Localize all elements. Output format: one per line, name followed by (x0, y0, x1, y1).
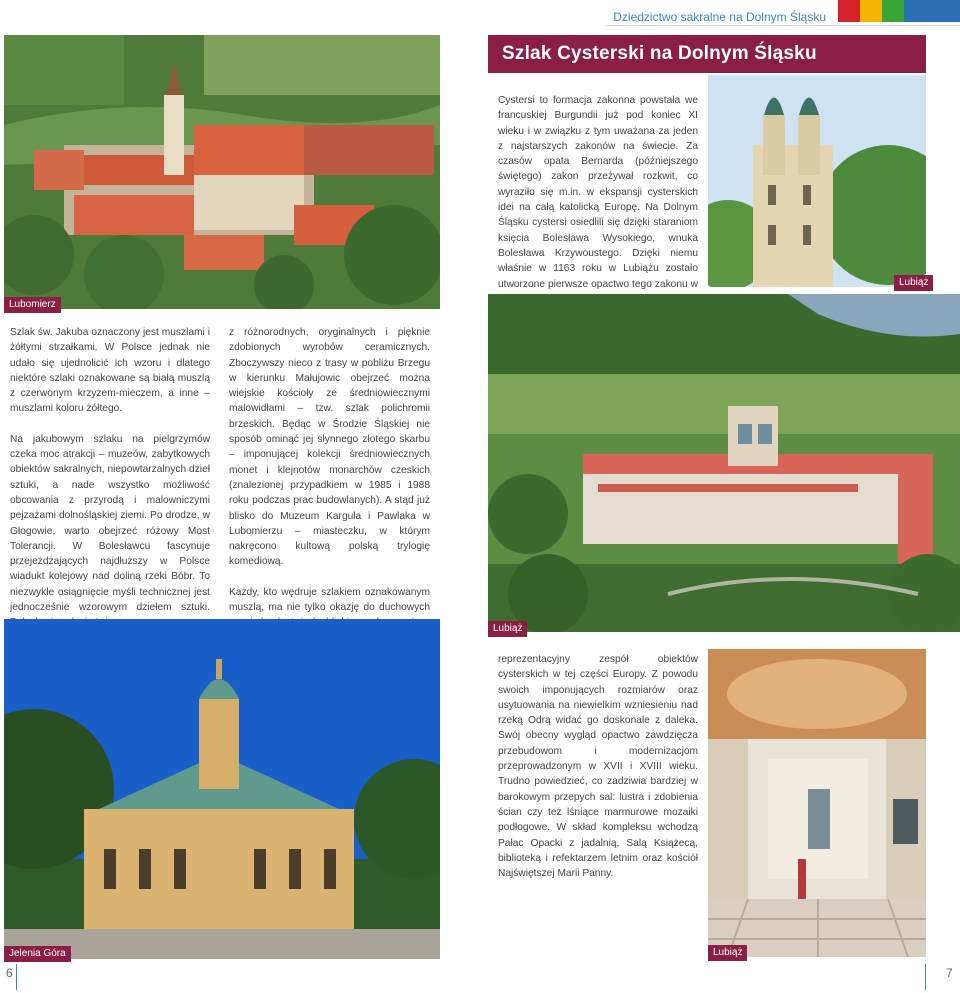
page-rule-right (925, 964, 926, 990)
running-header: Dziedzictwo sakralne na Dolnym Śląsku (613, 10, 826, 24)
photo-lubiaz-abbey-aerial (488, 294, 960, 632)
photo-lubiaz-towers (708, 75, 926, 287)
text-column-1 (10, 325, 210, 646)
page-number-right: 7 (946, 966, 953, 980)
caption-lubomierz: Lubomierz (4, 297, 61, 313)
header-rule (606, 25, 960, 26)
color-bar-blue (904, 0, 960, 22)
color-bar-green (882, 0, 904, 22)
col1-paragraph-1: Szlak św. Jakuba oznaczony jest muszlami i żółtymi strzałkami. W Polsce jednak nie udało się ujednolicić ich wzoru i dlatego niektóre szlaki oznakowane są białą muszlą z czerwonym krzyżem-mieczem, a inne – muszlami koloru żółtego. (10, 327, 210, 415)
col1-paragraph-2: Na jakubowym szlaku na pielgrzymów czeka moc atrakcji – muzeów, zabytkowych obiektów sakralnych, niepowtarzalnych dzieł sztuki, a nade wszystko możliwość obcowania z przyrodą i malowniczymi pejzażami dolnośląskiej ziemi. Po drodze, w Głogowie, warto obejrzeć różowy Most Tolerancji. W Bolesławcu fascynuje przejeżdżających najdłuższy w Polsce wiadukt kolejowy nad doliną rzeki Bóbr. To niezwykłe osiągnięcie myśli technicznej jest jednocześnie wzorowym dziełem sztuki. (10, 433, 210, 614)
col2-paragraph-2: Każdy, kto wędruje szlakiem oznakowanym muszlą, ma nie tylko okazję do duchowych (229, 586, 430, 614)
caption-jelenia-gora: Jelenia Góra (4, 946, 71, 962)
color-bar-yellow (860, 0, 882, 22)
header-color-bars (838, 0, 960, 22)
page-rule-left (16, 964, 17, 990)
intro-text: Cystersi to formacja zakonna powstała we francuskiej Burgundii już pod koniec XI wieku i w związku z tym uważana za jeden z najstarszych zakonów na świecie. Za czasów opata Bernarda (późniejszego świętego) zakon przeżywał rozkwit, co wyraziło się m.in. w ekspansji cysterskich idei na całą katolicką Europę. Na Dolnym Śląsku cystersi osiedlili się dzięki staraniom księcia Bolesława Wysokiego, wnuka Bolesława Krzywoustego. Dzięki niemu właśnie w 1163 roku w Lubiążu zostało utworzone pierwsze opactwo tego zakonu w (498, 95, 698, 290)
caption-lubiaz-bottom: Lubiąż (708, 945, 747, 961)
photo-jelenia-gora-church (4, 619, 440, 959)
section-banner: Szlak Cysterski na Dolnym Śląsku (488, 35, 926, 73)
caption-lubiaz-mid: Lubiąż (488, 621, 527, 637)
caption-lubiaz-top: Lubiąż (894, 275, 933, 291)
text-column-2 (229, 325, 430, 661)
photo-lubomierz-aerial (4, 35, 440, 309)
color-bar-red (838, 0, 860, 22)
page-number-left: 6 (6, 966, 13, 980)
col2-paragraph-1: z różnorodnych, oryginalnych i pięknie zdobionych wyrobów ceramicznych. Zboczywszy nieco z trasy w pobliżu Brzegu w kierunku Małujowic obejrzeć można wiejskie kościoły ze średniowiecznymi malowidłami – tzw. szlak polichromii brzeskich. Będąc w Środzie Śląskiej nie sposób ominąć jej słynnego złotego skarbu – imponującej kolekcji średniowiecznych monet i klejnotów monarchów czeskich (znalezionej przypadkiem w 1985 i 1988 roku podczas prac budowlanych). A stąd już blisko do Muzeum Kargula i Pawlaka w Lubomierzu – miasteczku, w którym nakręcono kultową polską trylogię komediową. (229, 327, 430, 568)
text-column-3: reprezentacyjny zespół obiektów cysterskich w tej części Europy. Z powodu swoich imponujących rozmiarów oraz usytuowania na niewielkim wzniesieniu nad rzeką Odrą widać go doskonale z daleka. Swój obecny wygląd opactwo zawdzięcza przebudowom i modernizacjom przeprowadzonym w XVII i XVIII wieku. Trudno powiedzieć, co zadziwia bardziej w barokowym przepych sal: lustra i zdobienia ścian czy też lśniące marmurowe mozaiki podłogowe. W skład kompleksu wchodzą Pałac Opacki z jadalnią, Salą Książecą, biblioteką i refektarzem letnim oraz kościół Najświętszej Marii Panny. (498, 654, 698, 880)
photo-lubiaz-interior (708, 649, 926, 957)
